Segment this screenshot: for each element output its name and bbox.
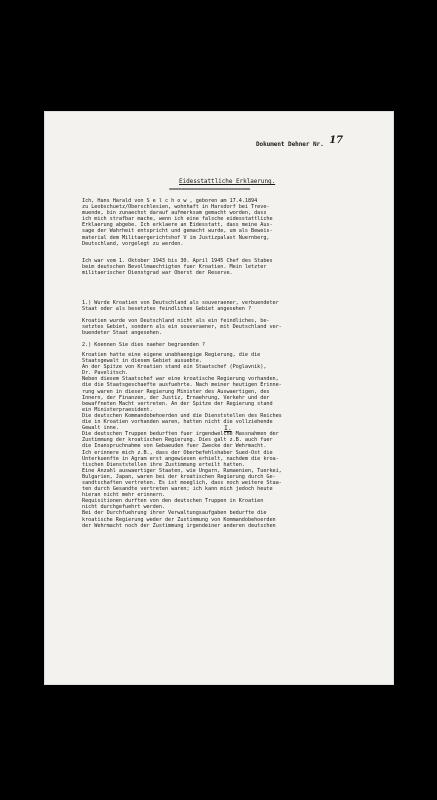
text-line: 1.) Wurde Kroatien von Deutschland als souveraener, verbuendeter xyxy=(82,300,279,306)
text-line: Requisitionen durften von den deutschen Truppen in Kroatien xyxy=(82,498,264,505)
text-line: sage der Wahrheit entspricht und gemacht wurde, um als Beweis- xyxy=(82,228,273,235)
text-line: Innern, der Finanzen, der Justiz, Ernaehrung, Verkehr und der xyxy=(82,394,270,401)
text-line: Ich erinnere mich z.B., dass der Oberbefehlshaber Sued-Ost die xyxy=(82,449,273,456)
text-line: ten durch Gesandte vertreten waren; ich kann mich jedoch heute xyxy=(82,486,273,493)
text-line: Bei der Durchfuehrung ihrer Verwaltungsaufgaben bedurfte die xyxy=(82,510,267,517)
text-line: Kroatien hatte eine eigene unabhaengige Regierung, die die xyxy=(82,352,261,358)
text-line: Zustimmung der kroatischen Regierung. Dies galt z.B. auch fuer xyxy=(82,437,273,444)
text-line: Dr. Pavelitsch. xyxy=(82,370,129,377)
text-line: sandtschaften vertreten. Es ist moeglich, dass noch weitere Staa- xyxy=(82,479,282,486)
text-line: muende, bin zunaechst darauf aufmerksam gemacht worden, dass xyxy=(82,210,267,217)
text-line: Eine Anzahl auswaertiger Staaten, wie Ungarn, Rumaenien, Tuerkei, xyxy=(82,467,282,474)
text-line: hieran nicht mehr erinnern. xyxy=(82,492,165,499)
text-line: ich mich strafbar mache, wenn ich eine falsche eidesstattliche xyxy=(82,216,273,223)
text-line: Ich, Hans Harald von S e l c h o w , geboren am 17.4.1894 xyxy=(82,198,258,204)
text-line: beim deutschen Bevollmaechtigten fuer Kroatien. Mein letzter xyxy=(82,264,267,271)
question-2 xyxy=(82,342,382,348)
document-page xyxy=(44,111,394,685)
text-line: bewaffneten Macht vertreten. An der Spitze der Regierung stand xyxy=(82,400,273,407)
text-line: Die deutschen Truppen bedurften fuer irgendwelche Massnahmen der xyxy=(82,431,279,438)
document-number xyxy=(256,135,344,148)
question-1 xyxy=(82,300,382,312)
text-line: nicht durchgefuehrt werden. xyxy=(82,504,165,511)
section-heading: I. xyxy=(224,424,232,432)
text-line: 2.) Koennen Sie dies naeher begruenden ? xyxy=(82,342,205,348)
text-line: die die Staatsgeschaefte ausfuehrte. Nach meiner heutigen Erinne- xyxy=(82,382,282,389)
text-line: die Inanspruchnahme von Gebaeuden fuer Zwecke der Wehrmacht. xyxy=(82,443,267,450)
answer-2 xyxy=(82,352,382,529)
text-line: zu Leobschuetz/Oberschlesien, wohnhaft in Harsdorf bei Treve- xyxy=(82,204,270,211)
text-line: material dem Militaergerichtshof V im Justizpalast Nuernberg, xyxy=(82,234,270,241)
text-line: kroatische Regierung weder der Zustimmung von Kommandobehoerden xyxy=(82,516,276,523)
text-line: Staat oder als besetztes feindliches Gebiet angesehen ? xyxy=(82,306,252,313)
text-line: setztes Gebiet, sondern als ein souveraener, mit Deutschland ver- xyxy=(82,324,282,331)
text-line: buendeter Staat angesehen. xyxy=(82,330,162,337)
text-line: ein Ministerpraesident. xyxy=(82,406,153,413)
answer-1 xyxy=(82,318,382,336)
service-paragraph xyxy=(82,258,382,276)
text-line: Neben diesem Staatschef war eine kroatische Regierung vorhanden, xyxy=(82,376,279,383)
text-line: militaerischer Dienstgrad war Oberst der Reserve. xyxy=(82,270,233,277)
text-line: Unterkuenfte in Agram erst angewiesen erhielt, nachdem die kroa- xyxy=(82,455,279,462)
text-line: Ich war vom 1. Oktober 1943 bis 30. April 1945 Chef des Stabes xyxy=(82,258,273,264)
text-line: die in Kroatien vorhanden waren, hatten nicht die vollziehende xyxy=(82,419,273,426)
text-line: rung waren in dieser Regierung Minister des Auswaertigen, des xyxy=(82,388,270,395)
text-line: Deutschland, vorgelegt zu werden. xyxy=(82,240,184,247)
title-underline: ========================== xyxy=(169,186,250,193)
handwritten-number: 17 xyxy=(329,135,344,146)
text-line: tischen Dienststellen ihre Zustimmung erteilt hatten. xyxy=(82,461,245,468)
intro-paragraph xyxy=(82,198,382,247)
text-line: Die deutschen Kommandobehoerden und die Dienststellen des Reiches xyxy=(82,412,282,419)
document-number-label: Dokument Dehner Nr. xyxy=(256,141,324,148)
text-line: Bulgarien, Japan, waren bei der kroatischen Regierung durch Ge- xyxy=(82,473,276,480)
document-title: Eidesstattliche Erklaerung. xyxy=(179,178,276,185)
text-line: An der Spitze von Kroatien stand ein Staatschef (Poglavnik), xyxy=(82,364,267,371)
text-line: Erklaerung abgebe. Ich erklaere an Eidesstatt, dass meine Aus- xyxy=(82,222,273,229)
text-line: Staatsgewalt in diesem Gebiet ausuebte. xyxy=(82,358,202,365)
text-line: Kroatien wurde von Deutschland nicht als ein feindliches, be- xyxy=(82,318,270,324)
text-line: der Wehrmacht noch der Zustimmung irgendeiner anderen deutschen xyxy=(82,522,276,529)
text-line: Gewalt inne. xyxy=(82,425,119,432)
